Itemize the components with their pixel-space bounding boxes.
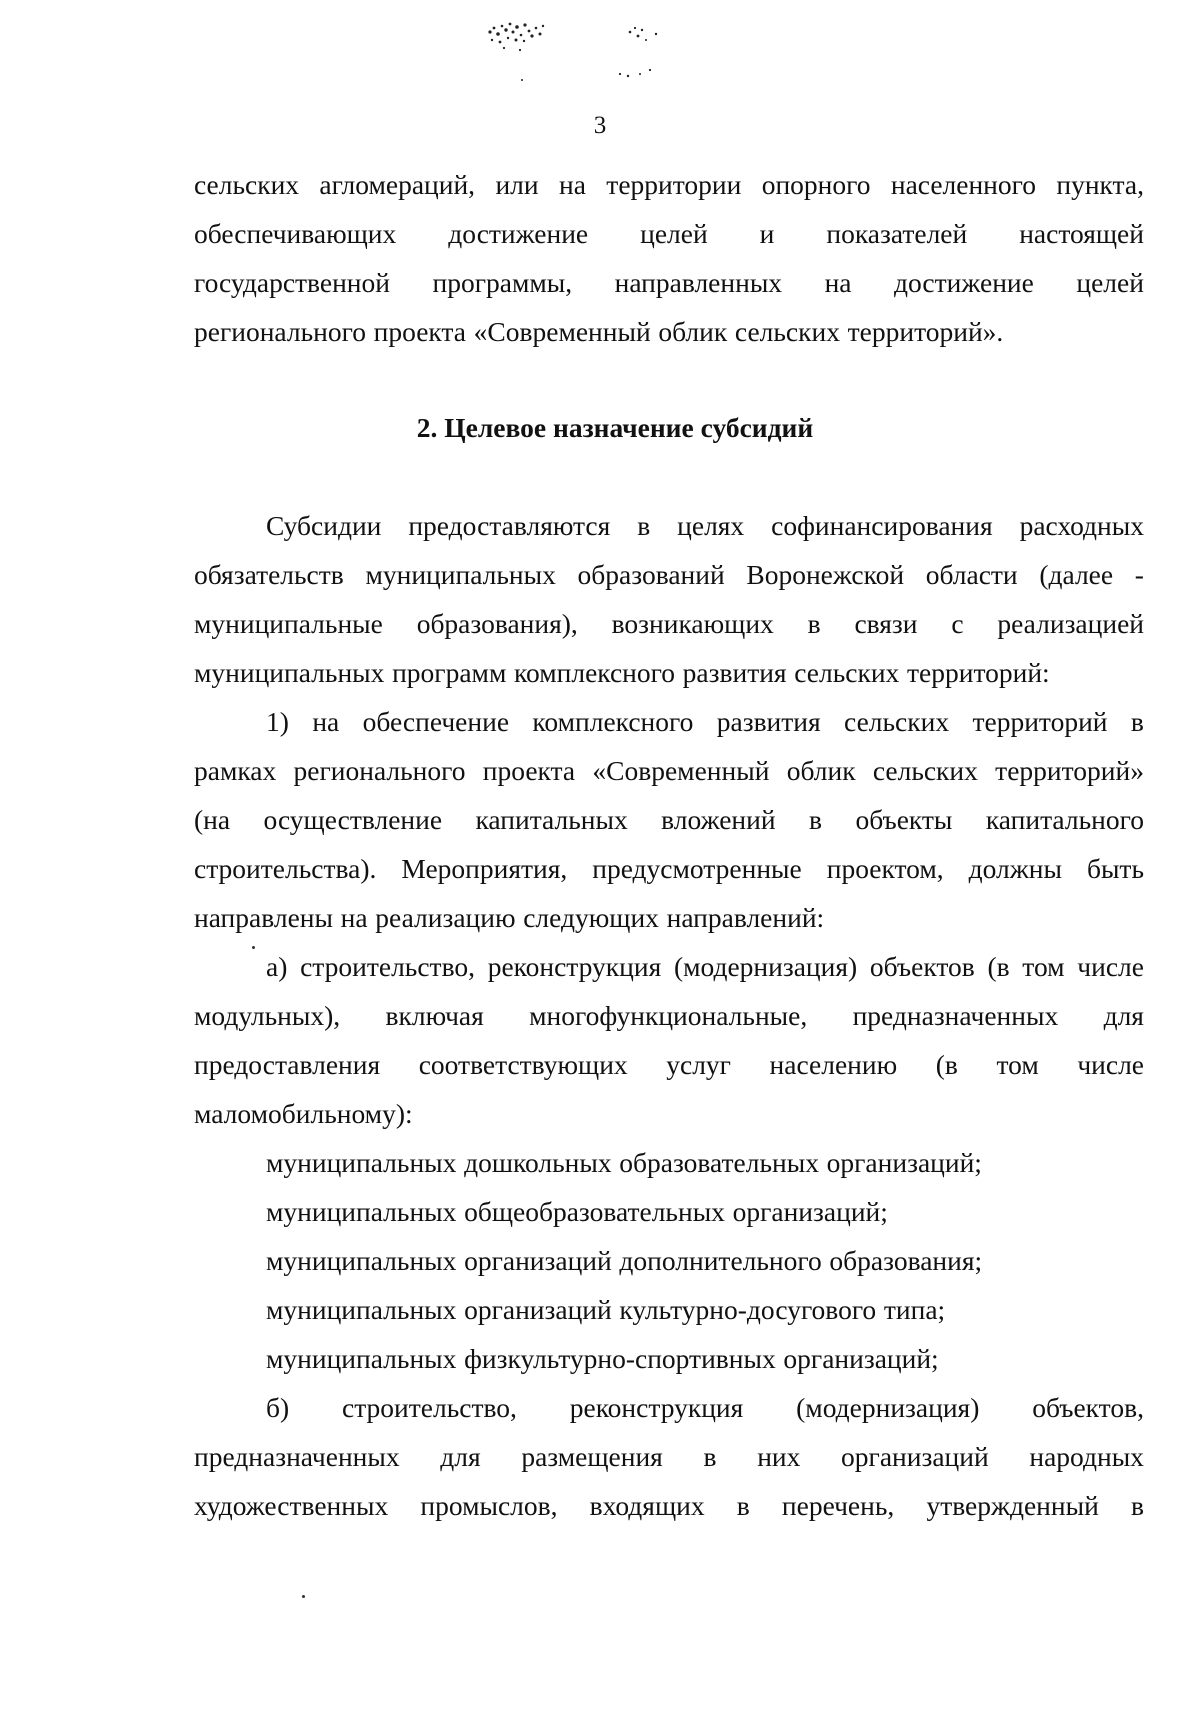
scan-speck xyxy=(252,946,255,949)
text-line: муниципальных программ комплексного развития сельских территорий: xyxy=(194,657,1050,688)
text-line: модульных), включая многофункциональные, предназначенных для xyxy=(194,1000,1144,1031)
text-line: направлены на реализацию следующих направлений: xyxy=(194,902,825,933)
text-line: обеспечивающих достижение целей и показателей настоящей xyxy=(194,218,1144,249)
text-line: предназначенных для размещения в них организаций народных xyxy=(194,1441,1144,1472)
text-line: регионального проекта «Современный облик сельских территорий». xyxy=(194,316,1004,347)
text-line: а) строительство, реконструкция (модернизация) объектов (в том числе xyxy=(266,951,1144,982)
text-line: муниципальных организаций культурно-досугового типа; xyxy=(266,1294,946,1325)
text-line: 1) на обеспечение комплексного развития сельских территорий в xyxy=(266,706,1144,737)
text-line: маломобильному): xyxy=(194,1098,413,1129)
text-line: (на осуществление капитальных вложений в объекты капитального xyxy=(194,804,1144,835)
text-line: муниципальных общеобразовательных организаций; xyxy=(266,1196,888,1227)
scan-artifact-marks xyxy=(480,10,740,90)
text-line: муниципальных физкультурно-спортивных организаций; xyxy=(266,1343,939,1374)
text-line: строительства). Мероприятия, предусмотренные проектом, должны быть xyxy=(194,853,1144,884)
text-line: рамках регионального проекта «Современный облик сельских территорий» xyxy=(194,755,1144,786)
section-heading: 2. Целевое назначение субсидий xyxy=(416,412,814,443)
text-line: Субсидии предоставляются в целях софинансирования расходных xyxy=(266,510,1144,541)
text-line: муниципальных организаций дополнительного образования; xyxy=(266,1245,983,1276)
text-line: муниципальных дошкольных образовательных организаций; xyxy=(266,1147,982,1178)
text-line: обязательств муниципальных образований Воронежской области (далее - xyxy=(194,559,1144,590)
text-line: муниципальные образования), возникающих в связи с реализацией xyxy=(194,608,1144,639)
scan-speck xyxy=(302,1595,305,1598)
text-line: государственной программы, направленных на достижение целей xyxy=(194,267,1144,298)
page-number: 3 xyxy=(593,112,607,139)
text-line: б) строительство, реконструкция (модернизация) объектов, xyxy=(266,1392,1144,1423)
text-line: сельских агломераций, или на территории опорного населенного пункта, xyxy=(194,169,1144,200)
text-line: художественных промыслов, входящих в перечень, утвержденный в xyxy=(194,1490,1144,1521)
text-line: предоставления соответствующих услуг населению (в том числе xyxy=(194,1049,1144,1080)
